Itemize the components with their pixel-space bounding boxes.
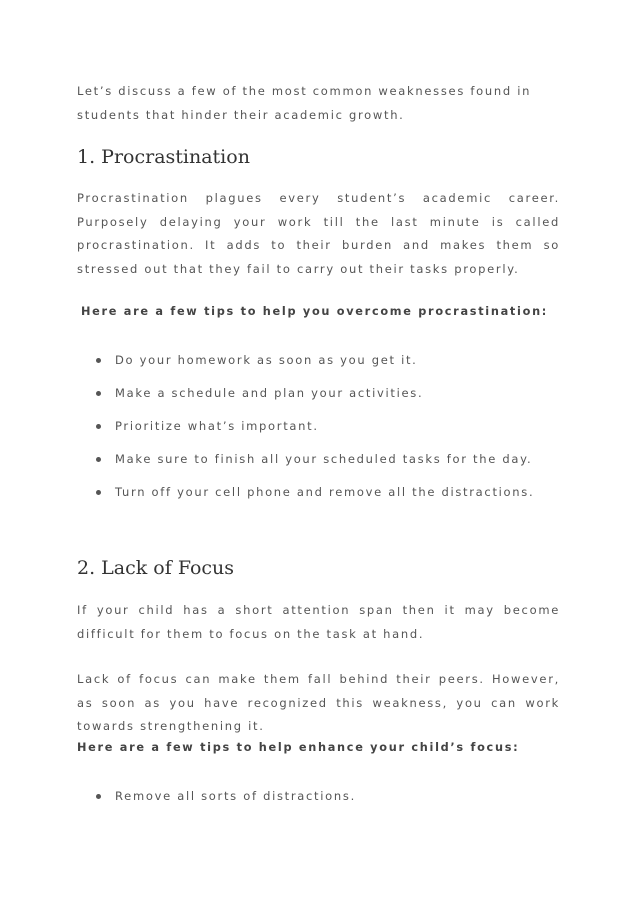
- bullet-icon: [96, 424, 101, 429]
- list-item: Make a schedule and plan your activities.: [77, 385, 560, 418]
- bullet-icon: [96, 391, 101, 396]
- intro-paragraph: Let’s discuss a few of the most common weaknesses found in students that hinder their academic growth.: [77, 84, 532, 122]
- list-item: Do your homework as soon as you get it.: [77, 352, 560, 385]
- list-item: Prioritize what’s important.: [77, 418, 560, 451]
- bullet-icon: [96, 490, 101, 495]
- list-item: Remove all sorts of distractions.: [77, 788, 560, 821]
- focus-tips-list: [77, 788, 560, 821]
- procrastination-paragraph: Procrastination plagues every student’s academic career. Purposely delaying your work till the last minute is called procrastination. It adds to their burden and makes them so stressed out that they fail to carry out their tasks properly.: [77, 191, 560, 276]
- section-heading-lack-of-focus: 2. Lack of Focus: [77, 557, 235, 579]
- bullet-icon: [96, 794, 101, 799]
- procrastination-tips-list: [77, 352, 560, 517]
- bullet-icon: [96, 457, 101, 462]
- focus-tips-heading: Here are a few tips to help enhance your child’s focus:: [77, 741, 520, 754]
- procrastination-tips-heading: Here are a few tips to help you overcome procrastination:: [81, 305, 549, 318]
- list-item: Make sure to finish all your scheduled tasks for the day.: [77, 451, 560, 484]
- list-item: Turn off your cell phone and remove all the distractions.: [77, 484, 560, 517]
- focus-paragraph-1: If your child has a short attention span then it may become difficult for them to focus on the task at hand.: [77, 603, 560, 641]
- focus-paragraph-2: Lack of focus can make them fall behind their peers. However, as soon as you have recognized this weakness, you can work towards strengthening it.: [77, 672, 560, 733]
- bullet-icon: [96, 358, 101, 363]
- section-heading-procrastination: 1. Procrastination: [77, 146, 250, 168]
